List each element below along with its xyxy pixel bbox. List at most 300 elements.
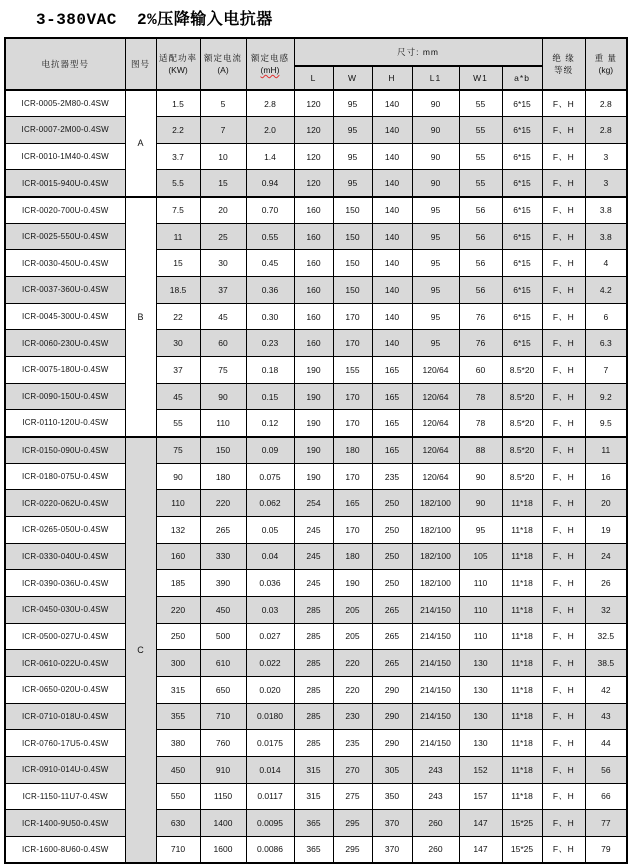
cell-h: 165 [372, 357, 412, 384]
cell-kg: 3.8 [585, 223, 627, 250]
cell-kw: 220 [156, 596, 200, 623]
cell-kg: 66 [585, 783, 627, 810]
table-row [5, 517, 627, 544]
cell-l1: 214/150 [412, 703, 459, 730]
cell-kw: 380 [156, 730, 200, 757]
cell-l1: 214/150 [412, 650, 459, 677]
cell-ins: F、H [542, 330, 585, 357]
cell-ins: F、H [542, 303, 585, 330]
cell-h: 140 [372, 223, 412, 250]
cell-ins: F、H [542, 783, 585, 810]
cell-w: 295 [333, 836, 372, 863]
cell-kg: 56 [585, 756, 627, 783]
cell-mh: 0.027 [246, 623, 294, 650]
cell-w1: 56 [459, 250, 502, 277]
table-body [5, 90, 627, 863]
col-header-current: 额定电流 (A) [200, 38, 246, 90]
cell-h: 265 [372, 623, 412, 650]
cell-h: 250 [372, 570, 412, 597]
cell-l1: 95 [412, 250, 459, 277]
cell-kw: 160 [156, 543, 200, 570]
cell-l1: 182/100 [412, 490, 459, 517]
cell-ins: F、H [542, 596, 585, 623]
cell-ab: 11*18 [502, 596, 542, 623]
col-header-power: 适配功率 (KW) [156, 38, 200, 90]
table-row [5, 410, 627, 437]
cell-h: 265 [372, 596, 412, 623]
cell-w: 170 [333, 303, 372, 330]
cell-kg: 2.8 [585, 90, 627, 117]
cell-h: 265 [372, 650, 412, 677]
cell-mh: 0.075 [246, 463, 294, 490]
cell-w1: 130 [459, 676, 502, 703]
cell-kw: 110 [156, 490, 200, 517]
cell-ab: 11*18 [502, 676, 542, 703]
cell-a: 7 [200, 117, 246, 144]
cell-a: 1600 [200, 836, 246, 863]
cell-w1: 55 [459, 143, 502, 170]
cell-l1: 182/100 [412, 517, 459, 544]
cell-kg: 3 [585, 170, 627, 197]
cell-l1: 260 [412, 836, 459, 863]
cell-w1: 147 [459, 810, 502, 837]
cell-l: 315 [294, 756, 333, 783]
cell-mh: 0.04 [246, 543, 294, 570]
cell-a: 710 [200, 703, 246, 730]
cell-ins: F、H [542, 170, 585, 197]
cell-mh: 0.70 [246, 197, 294, 224]
cell-l: 285 [294, 730, 333, 757]
cell-w: 235 [333, 730, 372, 757]
cell-w1: 90 [459, 490, 502, 517]
cell-l: 190 [294, 383, 333, 410]
table-row [5, 330, 627, 357]
cell-l1: 90 [412, 117, 459, 144]
cell-h: 305 [372, 756, 412, 783]
cell-l: 160 [294, 223, 333, 250]
cell-ins: F、H [542, 143, 585, 170]
cell-h: 140 [372, 170, 412, 197]
cell-l: 160 [294, 250, 333, 277]
cell-kg: 2.8 [585, 117, 627, 144]
cell-ins: F、H [542, 223, 585, 250]
cell-w: 155 [333, 357, 372, 384]
cell-w1: 130 [459, 730, 502, 757]
cell-figure-group: C [125, 437, 156, 864]
cell-w1: 95 [459, 517, 502, 544]
cell-model: ICR-0220-062U-0.4SW [5, 490, 125, 517]
cell-kw: 15 [156, 250, 200, 277]
cell-mh: 0.12 [246, 410, 294, 437]
cell-a: 75 [200, 357, 246, 384]
cell-kg: 9.2 [585, 383, 627, 410]
cell-h: 140 [372, 117, 412, 144]
cell-h: 140 [372, 330, 412, 357]
table-row [5, 197, 627, 224]
cell-w: 95 [333, 170, 372, 197]
table-row [5, 676, 627, 703]
cell-l1: 95 [412, 303, 459, 330]
cell-kg: 16 [585, 463, 627, 490]
cell-h: 165 [372, 437, 412, 464]
cell-a: 45 [200, 303, 246, 330]
cell-mh: 0.0095 [246, 810, 294, 837]
cell-mh: 0.0180 [246, 703, 294, 730]
cell-l1: 214/150 [412, 676, 459, 703]
cell-l: 160 [294, 330, 333, 357]
cell-l1: 182/100 [412, 570, 459, 597]
table-row [5, 383, 627, 410]
cell-ab: 11*18 [502, 650, 542, 677]
cell-ab: 6*15 [502, 197, 542, 224]
cell-w: 295 [333, 810, 372, 837]
col-header-L: L [294, 66, 333, 90]
cell-l: 315 [294, 783, 333, 810]
cell-ab: 11*18 [502, 730, 542, 757]
cell-l: 365 [294, 810, 333, 837]
cell-ins: F、H [542, 650, 585, 677]
cell-kg: 6 [585, 303, 627, 330]
cell-figure-group: A [125, 90, 156, 197]
cell-kg: 11 [585, 437, 627, 464]
cell-l1: 120/64 [412, 437, 459, 464]
cell-kg: 7 [585, 357, 627, 384]
cell-kg: 38.5 [585, 650, 627, 677]
col-header-insulation: 绝 缘 等级 [542, 38, 585, 90]
cell-h: 370 [372, 836, 412, 863]
cell-ins: F、H [542, 703, 585, 730]
cell-mh: 0.03 [246, 596, 294, 623]
cell-kw: 710 [156, 836, 200, 863]
cell-h: 290 [372, 703, 412, 730]
table-row [5, 783, 627, 810]
cell-a: 150 [200, 437, 246, 464]
cell-w1: 55 [459, 90, 502, 117]
cell-kw: 30 [156, 330, 200, 357]
cell-ins: F、H [542, 490, 585, 517]
cell-model: ICR-0450-030U-0.4SW [5, 596, 125, 623]
cell-w: 150 [333, 197, 372, 224]
cell-ins: F、H [542, 623, 585, 650]
cell-a: 500 [200, 623, 246, 650]
cell-w: 150 [333, 277, 372, 304]
cell-ab: 11*18 [502, 490, 542, 517]
cell-mh: 0.022 [246, 650, 294, 677]
cell-kg: 32 [585, 596, 627, 623]
cell-model: ICR-0090-150U-0.4SW [5, 383, 125, 410]
cell-kg: 77 [585, 810, 627, 837]
cell-l1: 90 [412, 143, 459, 170]
cell-l: 285 [294, 650, 333, 677]
cell-model: ICR-0075-180U-0.4SW [5, 357, 125, 384]
cell-model: ICR-1150-11U7-0.4SW [5, 783, 125, 810]
cell-h: 140 [372, 90, 412, 117]
cell-w1: 55 [459, 170, 502, 197]
cell-kw: 315 [156, 676, 200, 703]
cell-a: 25 [200, 223, 246, 250]
cell-w1: 56 [459, 277, 502, 304]
table-row [5, 250, 627, 277]
cell-h: 235 [372, 463, 412, 490]
cell-a: 330 [200, 543, 246, 570]
cell-kw: 355 [156, 703, 200, 730]
cell-ins: F、H [542, 357, 585, 384]
cell-a: 37 [200, 277, 246, 304]
cell-model: ICR-0020-700U-0.4SW [5, 197, 125, 224]
cell-l: 285 [294, 676, 333, 703]
cell-a: 910 [200, 756, 246, 783]
cell-model: ICR-0180-075U-0.4SW [5, 463, 125, 490]
cell-w1: 147 [459, 836, 502, 863]
cell-l1: 260 [412, 810, 459, 837]
cell-kw: 5.5 [156, 170, 200, 197]
cell-kw: 45 [156, 383, 200, 410]
cell-mh: 0.45 [246, 250, 294, 277]
cell-h: 140 [372, 303, 412, 330]
cell-a: 265 [200, 517, 246, 544]
cell-ab: 11*18 [502, 703, 542, 730]
cell-ins: F、H [542, 676, 585, 703]
cell-a: 1150 [200, 783, 246, 810]
cell-figure-group: B [125, 197, 156, 437]
cell-model: ICR-0265-050U-0.4SW [5, 517, 125, 544]
cell-a: 60 [200, 330, 246, 357]
cell-a: 30 [200, 250, 246, 277]
cell-kg: 32.5 [585, 623, 627, 650]
cell-w: 220 [333, 650, 372, 677]
cell-mh: 0.15 [246, 383, 294, 410]
cell-w: 205 [333, 623, 372, 650]
cell-ab: 15*25 [502, 810, 542, 837]
cell-model: ICR-0330-040U-0.4SW [5, 543, 125, 570]
cell-kg: 4 [585, 250, 627, 277]
cell-a: 450 [200, 596, 246, 623]
cell-model: ICR-0010-1M40-0.4SW [5, 143, 125, 170]
cell-kw: 2.2 [156, 117, 200, 144]
cell-w1: 78 [459, 383, 502, 410]
col-header-H: H [372, 66, 412, 90]
cell-mh: 2.0 [246, 117, 294, 144]
cell-w: 180 [333, 543, 372, 570]
cell-kg: 79 [585, 836, 627, 863]
cell-w1: 110 [459, 596, 502, 623]
cell-a: 650 [200, 676, 246, 703]
col-header-model: 电抗器型号 [5, 38, 125, 90]
cell-l: 160 [294, 197, 333, 224]
cell-l1: 90 [412, 170, 459, 197]
cell-a: 90 [200, 383, 246, 410]
cell-kg: 3.8 [585, 197, 627, 224]
cell-ins: F、H [542, 410, 585, 437]
cell-model: ICR-0650-020U-0.4SW [5, 676, 125, 703]
cell-kw: 550 [156, 783, 200, 810]
cell-l: 365 [294, 836, 333, 863]
cell-ab: 6*15 [502, 277, 542, 304]
cell-ab: 8.5*20 [502, 383, 542, 410]
cell-kw: 450 [156, 756, 200, 783]
cell-mh: 0.05 [246, 517, 294, 544]
cell-h: 165 [372, 410, 412, 437]
table-row [5, 143, 627, 170]
cell-kw: 185 [156, 570, 200, 597]
cell-ins: F、H [542, 250, 585, 277]
cell-w: 170 [333, 330, 372, 357]
cell-w: 170 [333, 383, 372, 410]
cell-kg: 20 [585, 490, 627, 517]
cell-l1: 95 [412, 330, 459, 357]
cell-model: ICR-0710-018U-0.4SW [5, 703, 125, 730]
cell-a: 760 [200, 730, 246, 757]
cell-h: 250 [372, 517, 412, 544]
table-row [5, 756, 627, 783]
cell-kw: 37 [156, 357, 200, 384]
cell-l1: 120/64 [412, 383, 459, 410]
cell-mh: 0.014 [246, 756, 294, 783]
cell-ins: F、H [542, 117, 585, 144]
cell-w: 165 [333, 490, 372, 517]
cell-a: 15 [200, 170, 246, 197]
cell-l: 285 [294, 596, 333, 623]
cell-mh: 0.0175 [246, 730, 294, 757]
cell-w1: 76 [459, 330, 502, 357]
cell-kw: 132 [156, 517, 200, 544]
table-header [5, 38, 627, 90]
cell-kw: 18.5 [156, 277, 200, 304]
cell-h: 165 [372, 383, 412, 410]
cell-ab: 6*15 [502, 143, 542, 170]
table-row [5, 303, 627, 330]
cell-l: 190 [294, 463, 333, 490]
cell-mh: 1.4 [246, 143, 294, 170]
cell-model: ICR-0910-014U-0.4SW [5, 756, 125, 783]
cell-mh: 2.8 [246, 90, 294, 117]
cell-ab: 8.5*20 [502, 463, 542, 490]
cell-h: 140 [372, 197, 412, 224]
cell-mh: 0.0117 [246, 783, 294, 810]
cell-w1: 88 [459, 437, 502, 464]
cell-l: 245 [294, 543, 333, 570]
cell-kw: 11 [156, 223, 200, 250]
table-row [5, 703, 627, 730]
cell-mh: 0.020 [246, 676, 294, 703]
cell-w1: 56 [459, 197, 502, 224]
cell-l: 190 [294, 410, 333, 437]
table-row [5, 490, 627, 517]
cell-ab: 11*18 [502, 570, 542, 597]
cell-ab: 11*18 [502, 543, 542, 570]
cell-w1: 130 [459, 650, 502, 677]
cell-a: 10 [200, 143, 246, 170]
page-title: 3-380VAC 2%压降输入电抗器 [36, 11, 273, 29]
cell-l: 190 [294, 357, 333, 384]
cell-kg: 26 [585, 570, 627, 597]
cell-l1: 120/64 [412, 463, 459, 490]
cell-kg: 9.5 [585, 410, 627, 437]
cell-l1: 214/150 [412, 730, 459, 757]
cell-ins: F、H [542, 277, 585, 304]
cell-l1: 120/64 [412, 357, 459, 384]
cell-w: 170 [333, 517, 372, 544]
cell-ins: F、H [542, 463, 585, 490]
cell-ins: F、H [542, 810, 585, 837]
cell-w1: 157 [459, 783, 502, 810]
table-row [5, 570, 627, 597]
table-row [5, 596, 627, 623]
cell-w1: 110 [459, 623, 502, 650]
cell-kw: 300 [156, 650, 200, 677]
cell-kg: 24 [585, 543, 627, 570]
cell-ab: 6*15 [502, 330, 542, 357]
cell-model: ICR-0610-022U-0.4SW [5, 650, 125, 677]
cell-w: 150 [333, 223, 372, 250]
col-header-W: W [333, 66, 372, 90]
cell-ab: 11*18 [502, 623, 542, 650]
cell-mh: 0.36 [246, 277, 294, 304]
cell-ins: F、H [542, 517, 585, 544]
cell-l: 285 [294, 623, 333, 650]
cell-ab: 8.5*20 [502, 357, 542, 384]
cell-ab: 6*15 [502, 117, 542, 144]
cell-h: 290 [372, 676, 412, 703]
cell-mh: 0.18 [246, 357, 294, 384]
cell-kg: 43 [585, 703, 627, 730]
col-header-figure: 图号 [125, 38, 156, 90]
table-row [5, 437, 627, 464]
cell-a: 1400 [200, 810, 246, 837]
table-row [5, 543, 627, 570]
cell-ab: 8.5*20 [502, 437, 542, 464]
cell-kg: 19 [585, 517, 627, 544]
cell-w1: 78 [459, 410, 502, 437]
table-row [5, 810, 627, 837]
table-row [5, 277, 627, 304]
cell-ab: 6*15 [502, 303, 542, 330]
cell-ab: 8.5*20 [502, 410, 542, 437]
cell-l1: 95 [412, 277, 459, 304]
cell-l: 120 [294, 90, 333, 117]
cell-l1: 90 [412, 90, 459, 117]
cell-l: 160 [294, 303, 333, 330]
cell-w: 150 [333, 250, 372, 277]
cell-ins: F、H [542, 197, 585, 224]
table-row [5, 836, 627, 863]
cell-w: 220 [333, 676, 372, 703]
cell-ab: 6*15 [502, 250, 542, 277]
table-row [5, 117, 627, 144]
cell-h: 140 [372, 143, 412, 170]
cell-kw: 250 [156, 623, 200, 650]
cell-ins: F、H [542, 90, 585, 117]
cell-mh: 0.55 [246, 223, 294, 250]
cell-ins: F、H [542, 383, 585, 410]
cell-kw: 7.5 [156, 197, 200, 224]
cell-model: ICR-0045-300U-0.4SW [5, 303, 125, 330]
cell-ab: 6*15 [502, 90, 542, 117]
table-row [5, 650, 627, 677]
cell-l1: 243 [412, 783, 459, 810]
cell-w: 170 [333, 410, 372, 437]
cell-w: 180 [333, 437, 372, 464]
cell-ab: 11*18 [502, 756, 542, 783]
cell-mh: 0.036 [246, 570, 294, 597]
cell-l1: 182/100 [412, 543, 459, 570]
cell-model: ICR-0025-550U-0.4SW [5, 223, 125, 250]
cell-model: ICR-0007-2M00-0.4SW [5, 117, 125, 144]
cell-ins: F、H [542, 543, 585, 570]
cell-l: 245 [294, 570, 333, 597]
cell-kw: 75 [156, 437, 200, 464]
cell-kg: 3 [585, 143, 627, 170]
